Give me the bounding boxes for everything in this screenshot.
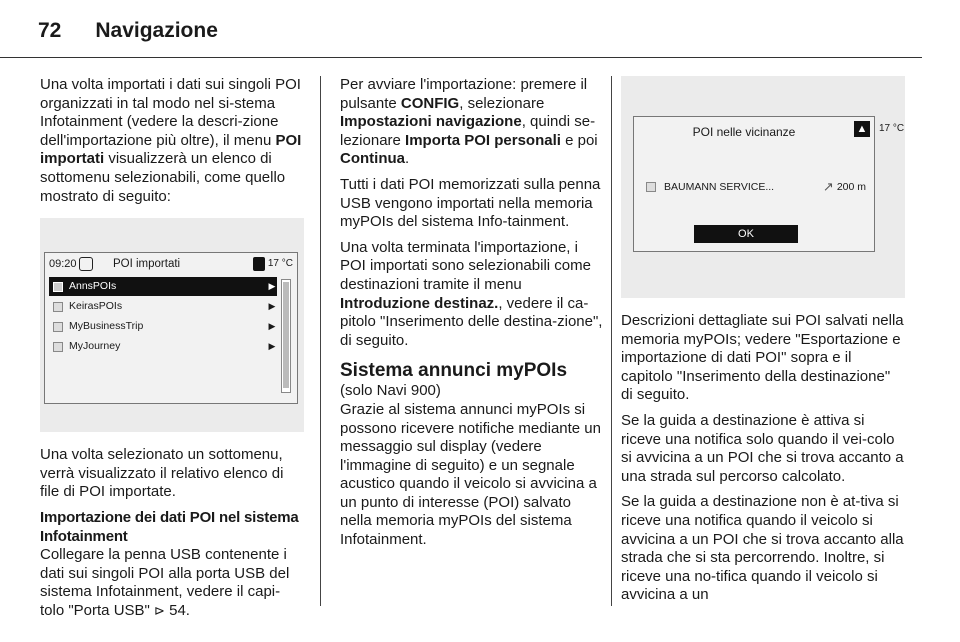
chevron-right-icon: ▶ xyxy=(268,321,276,332)
infotainment-display xyxy=(44,252,298,404)
paragraph: Se la guida a destinazione è attiva si riceve una notifica solo quando il vei-colo si avvicina a un POI che si trova accanto a una strada sul percorso calcolato. xyxy=(621,411,904,485)
paragraph: Per avviare l'importazione: premere il pulsante CONFIG, selezionare Impostazioni navigazione, quindi se-lezionare Importa POI personali e poi Continua. xyxy=(340,76,598,168)
page-reference-icon: ⊳ xyxy=(154,602,165,618)
paragraph: Una volta terminata l'importazione, i POI importati sono selezionabili come destinazioni tramite il menu Introduzione destinaz., vedere il ca-pitolo "Inserimento delle destina-zione", di seguito. xyxy=(340,238,603,349)
paragraph: Grazie al sistema annunci myPOIs si possono ricevere notifiche mediante un messaggio sul display (vedere l'immagine di seguito) e un segnale acustico quando il veicolo si avvicina a un punto di interesse (POI) salvato nella memoria myPOIs del sistema Infotainment. xyxy=(340,400,601,549)
paragraph: Una volta importati i dati sui singoli POI organizzati in tal modo nel si-stema Infotainment (vedere la descri-zione dell'importazione più oltre), il menu POI importati visualizzerà un elenco di sottomenu selezionabili, come quello mostrato di seguito: xyxy=(40,76,302,205)
column-2 xyxy=(340,76,604,557)
page-header xyxy=(38,14,218,48)
folder-icon xyxy=(53,322,63,332)
submenu-list xyxy=(49,277,277,357)
display-title: POI nelle vicinanze xyxy=(692,125,796,139)
scrollbar[interactable] xyxy=(281,279,291,393)
section-title: Sistema annunci myPOIs xyxy=(340,360,568,382)
header-rule xyxy=(0,57,922,58)
page-title: Navigazione xyxy=(95,19,218,42)
column-divider xyxy=(320,76,321,606)
display-status-bar xyxy=(45,253,297,275)
section-note: (solo Navi 900) xyxy=(340,382,441,400)
poi-icon xyxy=(646,182,656,192)
temperature: 17 °C xyxy=(879,123,905,134)
poi-importati-screenshot xyxy=(40,218,304,432)
warning-icon: ▲ xyxy=(854,121,870,137)
column-divider xyxy=(611,76,612,606)
thermometer-icon xyxy=(253,257,265,271)
page-number: 72 xyxy=(38,19,62,42)
paragraph: Se la guida a destinazione non è at-tiva si riceve una notifica quando il veicolo si avvicina a un POI che si trova accanto alla strada che si sta percorrendo. Inoltre, si riceve una no-tifica quando il veicolo si avvicina a un xyxy=(621,493,904,604)
display-title: POI importati xyxy=(113,257,181,270)
poi-row xyxy=(646,177,866,197)
folder-icon xyxy=(53,282,63,292)
list-item[interactable]: AnnsPOIs ▶ xyxy=(49,277,277,296)
paragraph: Descrizioni dettagliate sui POI salvati nella memoria myPOIs; vedere "Esportazione e importazione di dati POI" sopra e il capitolo "Inserimento della destinazione" di seguito. xyxy=(621,312,904,404)
list-item[interactable]: KeirasPOIs ▶ xyxy=(49,297,277,316)
scrollbar-thumb[interactable] xyxy=(283,282,289,388)
folder-icon xyxy=(53,302,63,312)
subheading: Importazione dei dati POI nel sistema Infotainment xyxy=(40,508,299,545)
list-item[interactable]: MyBusinessTrip ▶ xyxy=(49,317,277,336)
direction-arrow-icon: ↗ xyxy=(822,178,834,194)
paragraph: Collegare la penna USB contenente i dati sui singoli POI alla porta USB del sistema Infotainment, vedere il capi-tolo "Porta USB" ⊳ 54. xyxy=(40,546,290,619)
temperature: 17 °C xyxy=(267,257,293,269)
poi-name: BAUMANN SERVICE... xyxy=(664,180,775,193)
column-3 xyxy=(621,76,905,612)
ok-button[interactable]: OK xyxy=(694,225,798,243)
folder-icon xyxy=(53,342,63,352)
paragraph: Una volta selezionato un sottomenu, verrà visualizzato il relativo elenco di file di POI importate. xyxy=(40,446,284,501)
chevron-right-icon: ▶ xyxy=(268,301,276,312)
poi-nelle-vicinanze-screenshot xyxy=(621,76,905,298)
chevron-right-icon: ▶ xyxy=(268,341,276,352)
timer-icon xyxy=(79,257,93,271)
chevron-right-icon: ▶ xyxy=(268,281,276,292)
poi-distance: 200 m xyxy=(836,180,866,193)
infotainment-display xyxy=(633,116,875,252)
paragraph: Tutti i dati POI memorizzati sulla penna USB vengono importati nella memoria myPOIs del sistema Info-tainment. xyxy=(340,175,601,231)
clock-time: 09:20 xyxy=(49,257,77,270)
column-1 xyxy=(40,76,304,628)
list-item[interactable]: MyJourney ▶ xyxy=(49,337,277,356)
